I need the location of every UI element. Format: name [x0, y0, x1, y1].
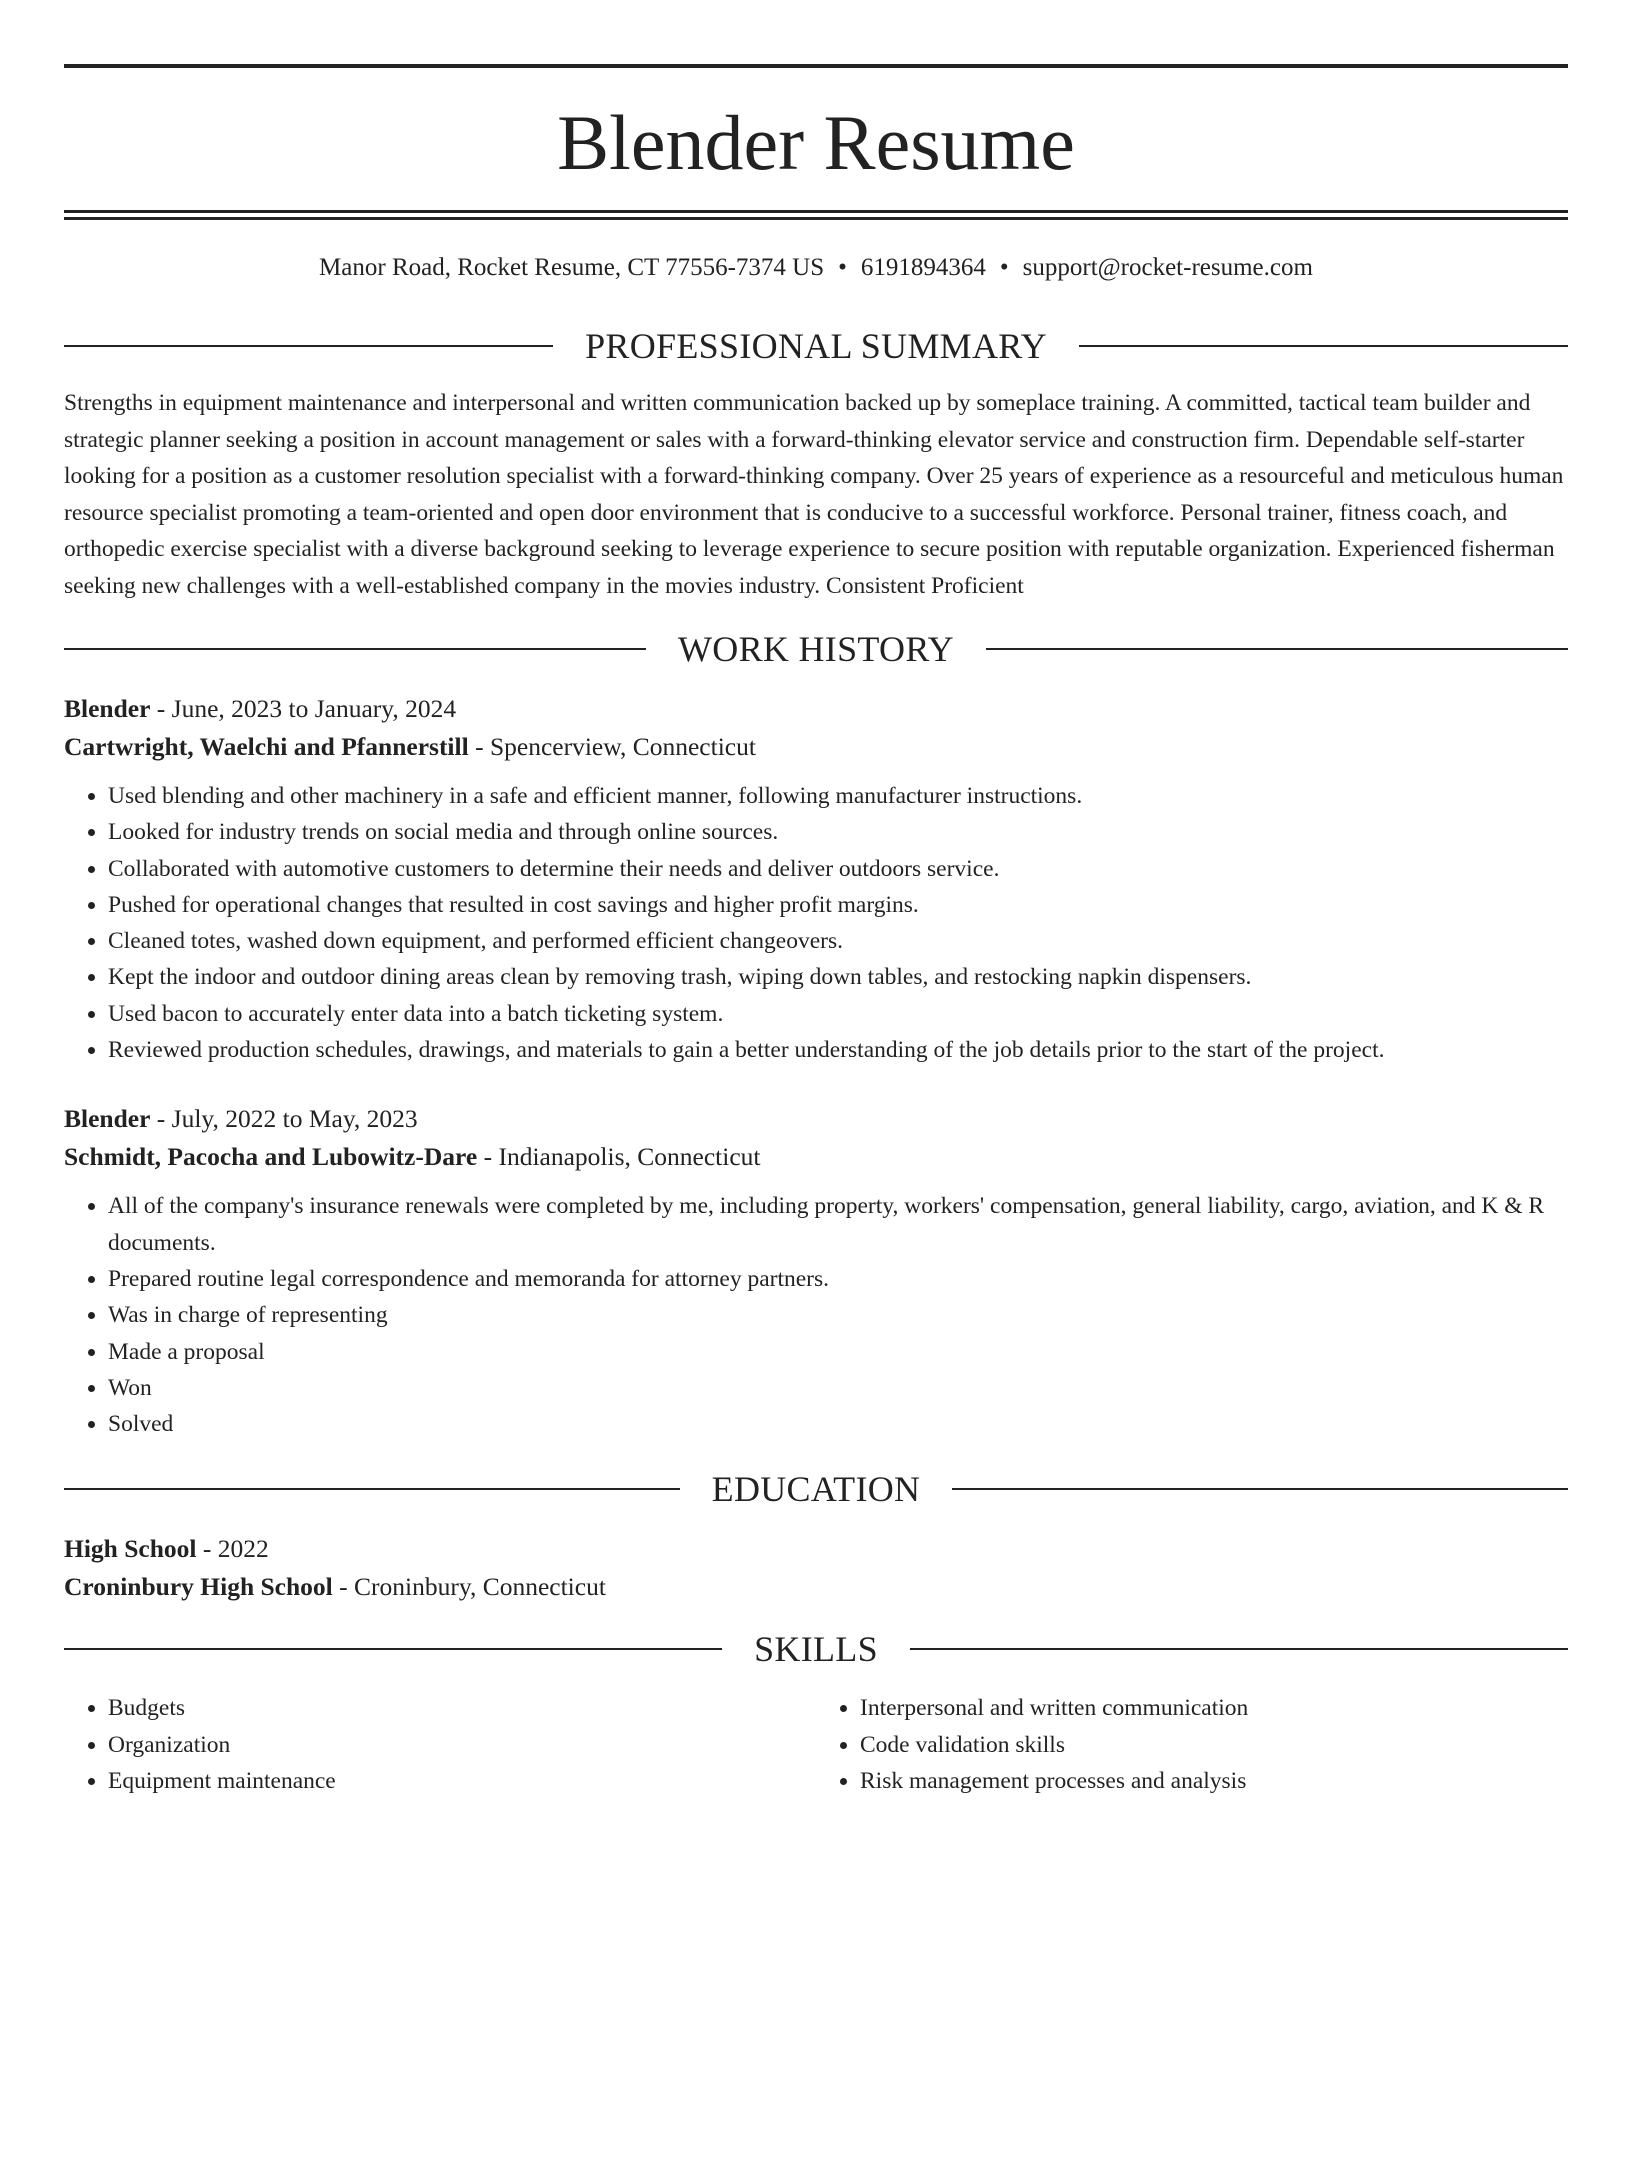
job-dates: - June, 2023 to January, 2024: [150, 694, 457, 723]
contact-address: Manor Road, Rocket Resume, CT 77556-7374 US: [319, 254, 825, 281]
contact-email: support@rocket-resume.com: [1022, 254, 1313, 281]
skills-list: [64, 1690, 1568, 1799]
job-title: Blender: [64, 1104, 151, 1134]
job-entry: [64, 1100, 1568, 1442]
contact-line: [64, 250, 1568, 285]
skills-heading-text: SKILLS: [754, 1629, 878, 1670]
list-item: • Prepared routine legal correspondence and memoranda for attorney partners.: [108, 1261, 1568, 1297]
list-item: • All of the company's insurance renewals were completed by me, including property, workers' compensation, general liability, cargo, aviation, and K & R documents.: [108, 1188, 1568, 1261]
contact-phone: 6191894364: [860, 254, 986, 281]
summary-heading-text: PROFESSIONAL SUMMARY: [585, 326, 1047, 366]
summary-heading: [64, 325, 1568, 367]
heading-rule: [64, 648, 646, 650]
title-double-rule: [64, 210, 1568, 220]
resume-page: [0, 64, 1632, 2176]
list-item: • Used bacon to accurately enter data into a batch ticketing system.: [108, 996, 1568, 1032]
job-company-line: [64, 1138, 1568, 1176]
job-bullets: [64, 1188, 1568, 1442]
skill-item: • Code validation skills: [860, 1727, 1568, 1763]
education-school: Croninbury High School: [64, 1572, 333, 1602]
education-location: - Croninbury, Connecticut: [332, 1572, 606, 1602]
education-heading-text: EDUCATION: [711, 1469, 921, 1510]
list-item: • Made a proposal: [108, 1334, 1568, 1370]
work-history-heading: [64, 628, 1568, 670]
top-rule: [64, 64, 1568, 68]
heading-rule: [952, 1488, 1568, 1490]
job-company: Schmidt, Pacocha and Lubowitz-Dare: [64, 1142, 478, 1172]
skills-column-right: [816, 1690, 1568, 1799]
job-entry: [64, 690, 1568, 1068]
education-degree-line: [64, 1530, 1568, 1568]
job-company-line: [64, 728, 1568, 766]
skill-item: • Interpersonal and written communication: [860, 1690, 1568, 1726]
heading-rule: [64, 1648, 722, 1650]
contact-separator: •: [838, 254, 847, 281]
list-item: • Was in charge of representing: [108, 1297, 1568, 1333]
skill-item: • Budgets: [108, 1690, 816, 1726]
skill-item: • Organization: [108, 1727, 816, 1763]
heading-rule: [1079, 345, 1568, 347]
job-title-line: [64, 1100, 1568, 1138]
resume-title: Blender Resume: [557, 99, 1075, 186]
list-item: • Looked for industry trends on social media and through online sources.: [108, 814, 1568, 850]
education-degree: High School: [64, 1534, 197, 1564]
heading-rule: [986, 648, 1568, 650]
list-item: • Cleaned totes, washed down equipment, and performed efficient changeovers.: [108, 923, 1568, 959]
job-dates: - July, 2022 to May, 2023: [150, 1104, 418, 1134]
heading-rule: [64, 1488, 680, 1490]
job-location: - Spencerview, Connecticut: [468, 732, 756, 761]
education-year: - 2022: [196, 1534, 269, 1564]
job-bullets: [64, 778, 1568, 1068]
skill-item: • Equipment maintenance: [108, 1763, 816, 1799]
skills-column-left: [64, 1690, 816, 1799]
heading-rule: [64, 345, 553, 347]
list-item: • Won: [108, 1370, 1568, 1406]
skills-heading: [64, 1628, 1568, 1670]
job-title-line: [64, 690, 1568, 728]
heading-rule: [910, 1648, 1568, 1650]
contact-separator: •: [999, 254, 1009, 281]
education-heading: [64, 1468, 1568, 1510]
job-location: - Indianapolis, Connecticut: [477, 1142, 761, 1172]
job-title: Blender: [64, 694, 151, 723]
job-company: Cartwright, Waelchi and Pfannerstill: [64, 732, 469, 761]
skill-item: • Risk management processes and analysis: [860, 1763, 1568, 1799]
list-item: • Used blending and other machinery in a safe and efficient manner, following manufacturer instructions.: [108, 778, 1568, 814]
list-item: • Collaborated with automotive customers to determine their needs and deliver outdoors service.: [108, 851, 1568, 887]
summary-text: Strengths in equipment maintenance and interpersonal and written communication backed up by someplace training. A committed, tactical team builder and strategic planner seeking a position in account management or sales with a forward-thinking elevator service and construction firm. Dependable self-starter looking for a position as a customer resolution specialist with a forward-thinking company. Over 25 years of experience as a resourceful and meticulous human resource specialist promoting a team-oriented and open door environment that is conducive to a successful workforce. Personal trainer, fitness coach, and orthopedic exercise specialist with a diverse background seeking to leverage experience to secure position with reputable organization. Experienced fisherman seeking new challenges with a well-established company in the movies industry. Consistent Proficient: [64, 390, 1564, 599]
work-history-heading-text: WORK HISTORY: [678, 629, 954, 669]
list-item: • Reviewed production schedules, drawings, and materials to gain a better understanding of the job details prior to the start of the project.: [108, 1032, 1568, 1068]
list-item: • Kept the indoor and outdoor dining areas clean by removing trash, wiping down tables, and restocking napkin dispensers.: [108, 959, 1568, 995]
list-item: • Pushed for operational changes that resulted in cost savings and higher profit margins.: [108, 887, 1568, 923]
list-item: • Solved: [108, 1406, 1568, 1442]
education-school-line: [64, 1568, 1568, 1606]
